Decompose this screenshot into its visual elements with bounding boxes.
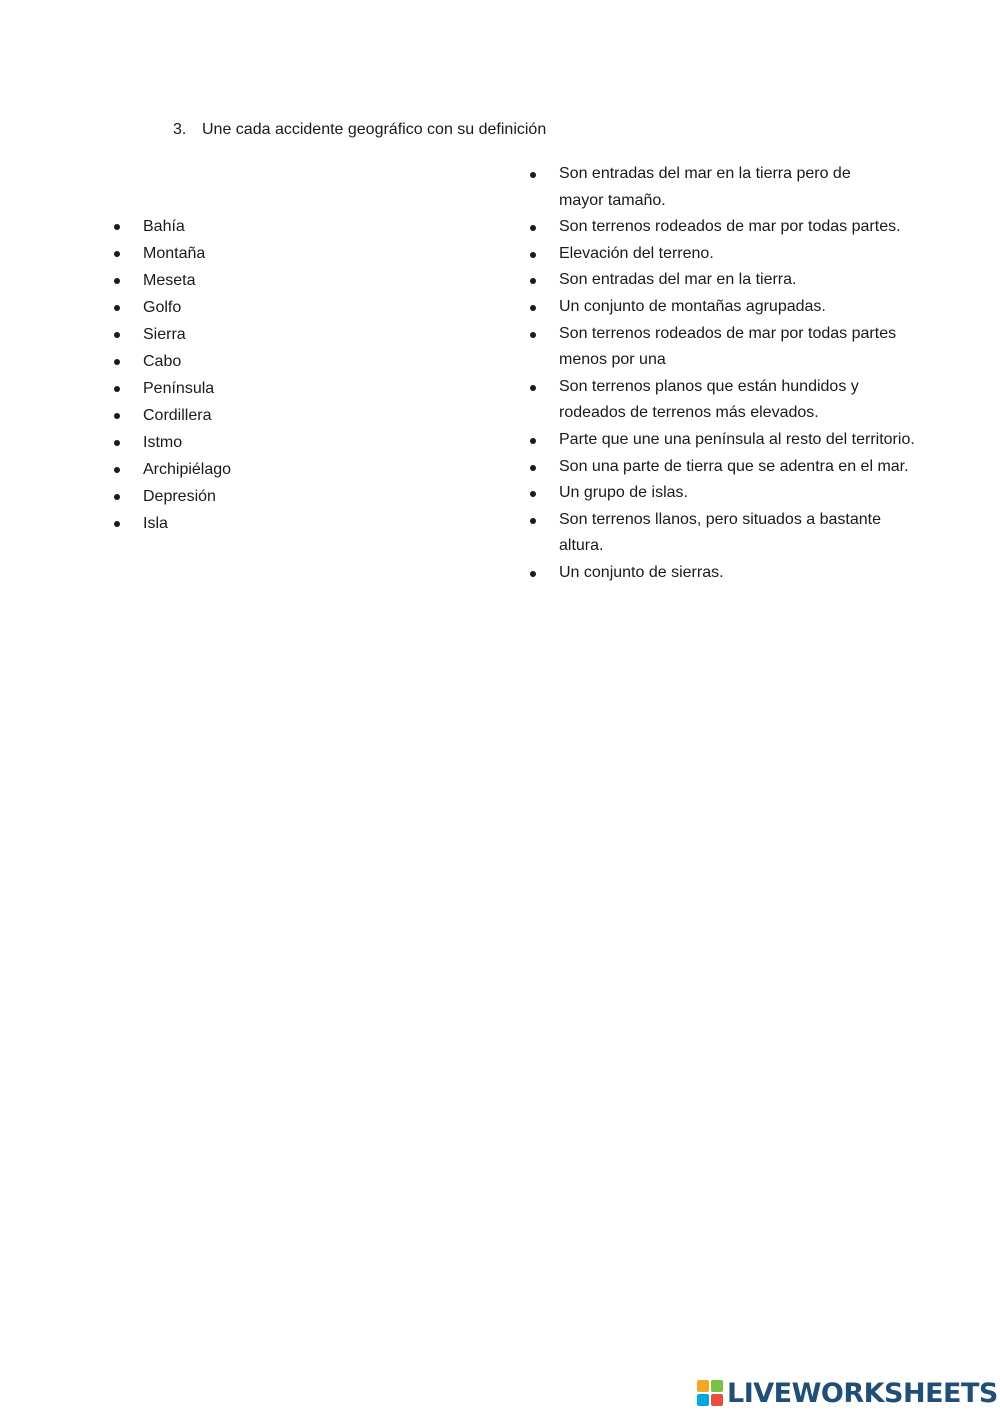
term-label: Depresión xyxy=(143,488,216,505)
definition-line: mayor tamaño. xyxy=(559,191,666,209)
bullet-icon xyxy=(114,332,120,338)
bullet-icon xyxy=(530,252,536,258)
instruction-number: 3. xyxy=(173,121,187,138)
definition-item xyxy=(529,161,959,214)
bullet-icon xyxy=(530,225,536,231)
bullet-icon xyxy=(530,332,536,338)
bullet-icon xyxy=(530,385,536,391)
definition-line: Son terrenos llanos, pero situados a bastante xyxy=(559,510,881,528)
bullet-icon xyxy=(530,172,536,178)
term-item xyxy=(113,348,373,375)
term-item xyxy=(113,321,373,348)
definition-item xyxy=(529,427,959,454)
definition-item xyxy=(529,321,959,374)
definition-line: Son entradas del mar en la tierra. xyxy=(559,271,797,289)
bullet-icon xyxy=(530,465,536,471)
term-label: Meseta xyxy=(143,272,196,289)
definition-line: Parte que une una península al resto del territorio. xyxy=(559,430,915,448)
instruction-text: Une cada accidente geográfico con su definición xyxy=(202,121,547,138)
bullet-icon xyxy=(114,251,120,257)
term-label: Istmo xyxy=(143,434,183,451)
definition-item xyxy=(529,507,959,560)
term-label: Cordillera xyxy=(143,407,212,424)
bullet-icon xyxy=(114,305,120,311)
term-label: Sierra xyxy=(143,326,186,343)
definition-line: altura. xyxy=(559,537,604,555)
definition-line: Son terrenos planos que están hundidos y xyxy=(559,377,859,395)
bullet-icon xyxy=(114,386,120,392)
bullet-icon xyxy=(114,278,120,284)
term-item xyxy=(113,510,373,537)
definition-line: Son terrenos rodeados de mar por todas partes xyxy=(559,324,897,342)
logo-square-4 xyxy=(711,1394,723,1406)
logo-text: LIVEWORKSHEETS xyxy=(727,1377,998,1409)
definition-line: Son terrenos rodeados de mar por todas partes. xyxy=(559,218,901,236)
term-label: Cabo xyxy=(143,353,182,370)
term-item xyxy=(113,213,373,240)
definition-line: Un conjunto de montañas agrupadas. xyxy=(559,297,826,315)
bullet-icon xyxy=(114,224,120,230)
bullet-icon xyxy=(114,494,120,500)
definition-line: Son entradas del mar en la tierra pero de xyxy=(559,165,851,182)
definition-line: rodeados de terrenos más elevados. xyxy=(559,404,819,422)
bullet-icon xyxy=(114,359,120,365)
bullet-icon xyxy=(530,571,536,577)
liveworksheets-logo[interactable] xyxy=(697,1378,998,1408)
term-item xyxy=(113,402,373,429)
liveworksheets-logo-icon xyxy=(697,1380,723,1406)
bullet-icon xyxy=(114,440,120,446)
instruction xyxy=(173,119,546,141)
term-item xyxy=(113,456,373,483)
bullet-icon xyxy=(114,521,120,527)
term-item xyxy=(113,240,373,267)
definition-item xyxy=(529,374,959,427)
logo-square-3 xyxy=(697,1394,709,1406)
definition-item xyxy=(529,214,959,241)
logo-square-1 xyxy=(697,1380,709,1392)
definition-line: Un grupo de islas. xyxy=(559,484,688,502)
definition-line: Un conjunto de sierras. xyxy=(559,563,724,581)
bullet-icon xyxy=(114,413,120,419)
definition-item xyxy=(529,241,959,268)
definition-line: Elevación del terreno. xyxy=(559,244,714,262)
definition-item xyxy=(529,454,959,481)
definition-item xyxy=(529,267,959,294)
bullet-icon xyxy=(530,518,536,524)
term-item xyxy=(113,375,373,402)
definition-line: menos por una xyxy=(559,351,666,369)
term-label: Península xyxy=(143,380,215,397)
term-item xyxy=(113,267,373,294)
bullet-icon xyxy=(530,305,536,311)
term-label: Golfo xyxy=(143,299,182,316)
bullet-icon xyxy=(114,467,120,473)
definition-item xyxy=(529,480,959,507)
term-label: Bahía xyxy=(143,218,185,235)
logo-square-2 xyxy=(711,1380,723,1392)
bullet-icon xyxy=(530,278,536,284)
term-item xyxy=(113,294,373,321)
term-item xyxy=(113,429,373,456)
terms-list xyxy=(113,213,373,537)
definition-item xyxy=(529,560,959,587)
bullet-icon xyxy=(530,438,536,444)
term-label: Archipiélago xyxy=(143,461,232,478)
term-label: Isla xyxy=(143,515,168,532)
definition-line: Son una parte de tierra que se adentra en el mar. xyxy=(559,457,909,475)
definitions-list xyxy=(529,161,959,587)
definition-item xyxy=(529,294,959,321)
term-label: Montaña xyxy=(143,245,206,262)
term-item xyxy=(113,483,373,510)
bullet-icon xyxy=(530,491,536,497)
